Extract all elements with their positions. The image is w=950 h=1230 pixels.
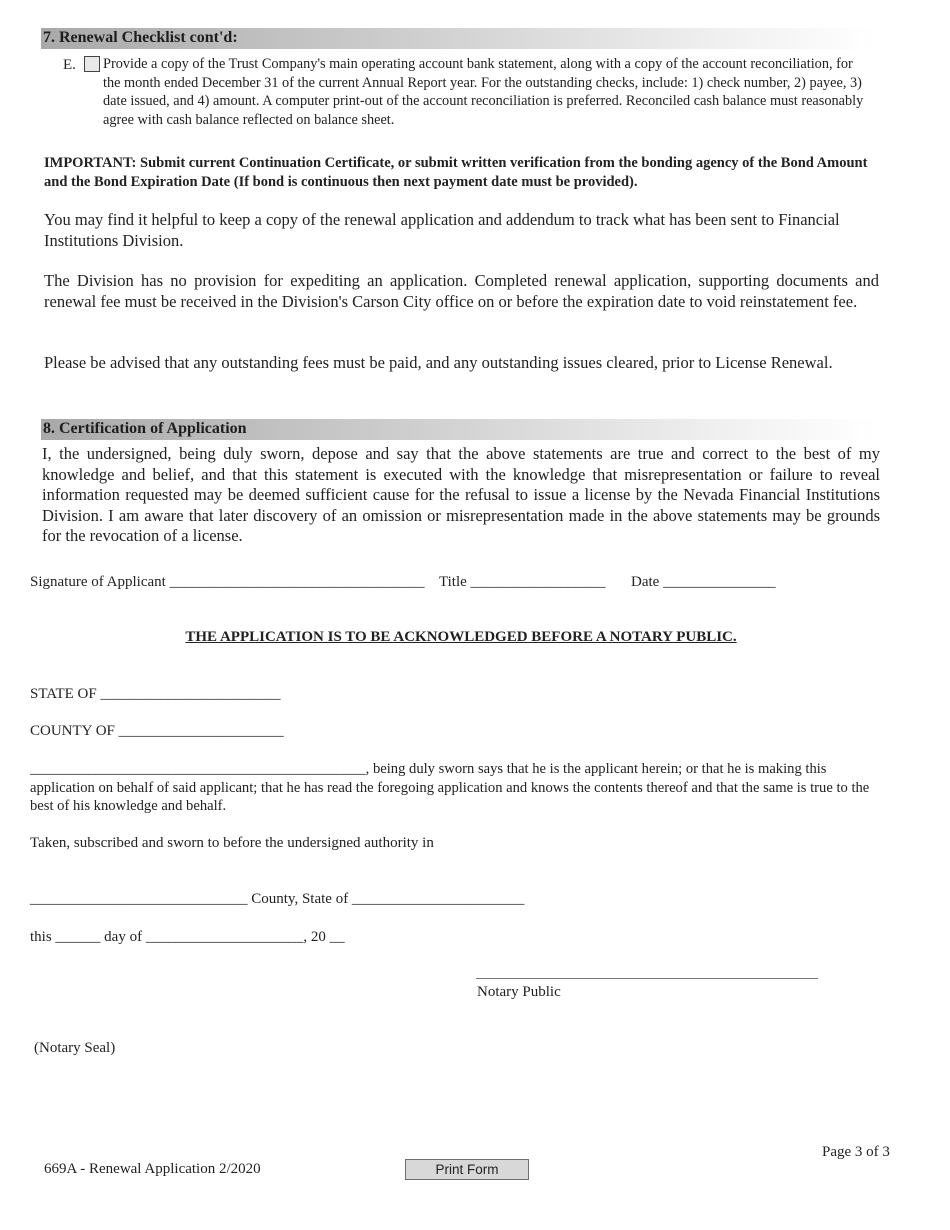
state-of-field[interactable]: STATE OF ________________________ xyxy=(30,686,281,702)
title-field[interactable]: Title __________________ xyxy=(439,574,606,590)
county-state-field[interactable]: _____________________________ County, State of _______________________ xyxy=(30,891,525,907)
sworn-statement: Taken, subscribed and sworn to before the undersigned authority in xyxy=(30,835,434,851)
county-of-field[interactable]: COUNTY OF ______________________ xyxy=(30,723,284,739)
date-field[interactable]: Date _______________ xyxy=(631,574,776,590)
section-7-title: 7. Renewal Checklist cont'd: xyxy=(43,29,238,46)
checklist-item-e-checkbox[interactable] xyxy=(84,56,100,72)
signature-of-applicant-field[interactable]: Signature of Applicant __________________________________ xyxy=(30,574,425,590)
day-month-year-field[interactable]: this ______ day of _____________________, 20 __ xyxy=(30,929,345,945)
print-form-button[interactable]: Print Form xyxy=(405,1159,529,1180)
section-8-header xyxy=(41,419,876,440)
page-number: Page 3 of 3 xyxy=(822,1144,890,1160)
important-notice: IMPORTANT: Submit current Continuation Certificate, or submit written verification from the bonding agency of the Bond Amount and the Bond Expiration Date (If bond is continuous then next payment date must be provided). xyxy=(44,155,868,190)
form-id: 669A - Renewal Application 2/2020 xyxy=(44,1161,261,1177)
certification-statement: I, the undersigned, being duly sworn, depose and say that the above statements are true and correct to the best of my knowledge and belief, and that this statement is executed with the knowledge that misrepresentation or failure to reveal information requested may be deemed sufficient cause for the refusal to issue a license by the Nevada Financial Institutions Division. I am aware that later discovery of an omission or misrepresentation made in the above statements may be grounds for the revocation of a license. xyxy=(42,444,880,545)
paragraph-expediting: The Division has no provision for expediting an application. Completed renewal application, supporting documents and renewal fee must be received in the Division's Carson City office on or before the expiration date to void reinstatement fee. xyxy=(44,271,879,311)
checklist-item-text: Provide a copy of the Trust Company's main operating account bank statement, along with a copy of the account reconciliation, for the month ended December 31 of the current Annual Report year. For the outstanding checks, include: 1) check number, 2) payee, 3) date issued, and 4) amount. A computer print-out of the account reconciliation is preferred. Reconciled cash balance must reasonably agree with cash balance reflected on balance sheet. xyxy=(103,56,864,128)
affidavit-text: ______________________________________________, being duly sworn says that he is the applicant herein; or that he is making this application on behalf of said applicant; that he has read the foregoing application and knows the contents thereof and that the same is true to the best of his knowledge and behalf. xyxy=(30,761,870,814)
section-7-header xyxy=(41,28,876,49)
notary-signature-line xyxy=(476,978,818,979)
notary-heading: THE APPLICATION IS TO BE ACKNOWLEDGED BEFORE A NOTARY PUBLIC. xyxy=(185,629,737,645)
notary-seal-label: (Notary Seal) xyxy=(34,1040,116,1056)
paragraph-copy-tip: You may find it helpful to keep a copy of the renewal application and addendum to track what has been sent to Financial Institutions Division. xyxy=(44,210,840,250)
paragraph-outstanding-fees: Please be advised that any outstanding fees must be paid, and any outstanding issues cleared, prior to License Renewal. xyxy=(44,353,833,372)
checklist-item-letter: E. xyxy=(63,57,76,73)
notary-public-label: Notary Public xyxy=(477,984,561,1000)
section-8-title: 8. Certification of Application xyxy=(43,420,247,437)
